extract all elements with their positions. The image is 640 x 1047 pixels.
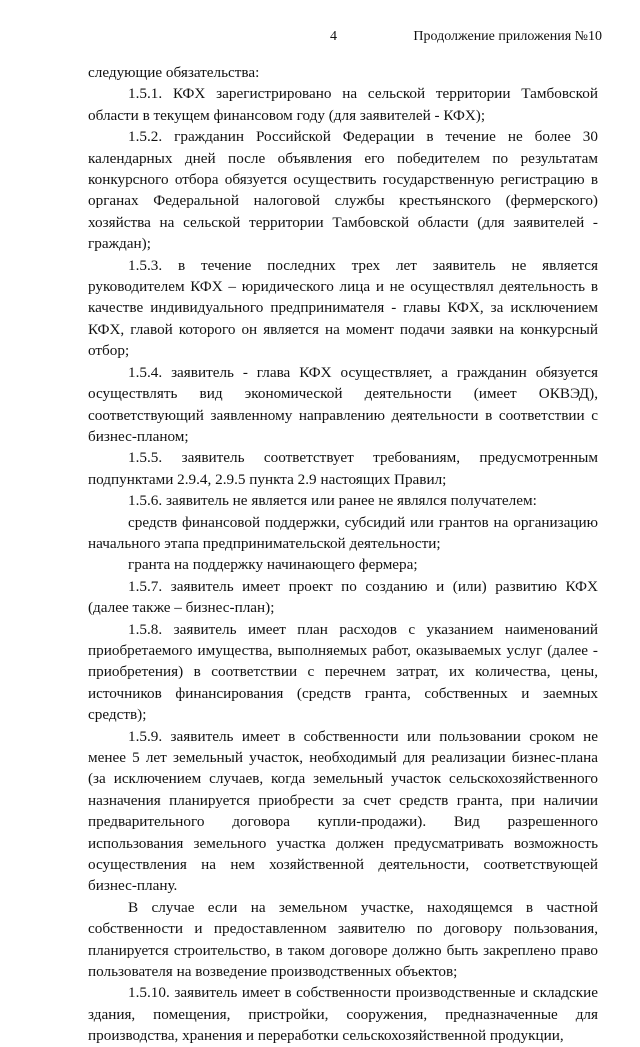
paragraph-farmer-grant: гранта на поддержку начинающего фермера; bbox=[128, 556, 418, 574]
paragraph-1-5-5: 1.5.5. заявитель соответствует требованиям, предусмотренным подпунктами 2.9.4, 2.9.5 пункта 2.9 настоящих Правил; bbox=[88, 449, 598, 488]
page-number: 4 bbox=[330, 29, 337, 44]
paragraph-1-5-3: 1.5.3. в течение последних трех лет заявитель не является руководителем КФХ – юридического лица и не осуществлял деятельность в качестве индивидуального предпринимателя - главы КФХ, за исключением КФХ, главой которого он является на момент подачи заявки на конкурсный отбор; bbox=[88, 256, 598, 360]
paragraph-land-construction: В случае если на земельном участке, находящемся в частной собственности и предоставленном заявителю по договору пользования, планируется строительство, в таком договоре должно быть закреплено право пользователя на возведение производственных объектов; bbox=[88, 898, 598, 981]
appendix-continuation-title: Продолжение приложения №10 bbox=[413, 29, 602, 44]
paragraph-1-5-1: 1.5.1. КФХ зарегистрировано на сельской территории Тамбовской области в текущем финансовом году (для заявителей - КФХ); bbox=[88, 85, 598, 124]
paragraph-1-5-4: 1.5.4. заявитель - глава КФХ осуществляет, а гражданин обязуется осуществлять вид экономической деятельности (имеет ОКВЭД), соответствующий заявленному направлению деятельности в соответствии с бизнес-планом; bbox=[88, 363, 598, 445]
paragraph-financial-support: средств финансовой поддержки, субсидий или грантов на организацию начального этапа предпринимательской деятельности; bbox=[88, 513, 598, 552]
paragraph-obligations-intro: следующие обязательства: bbox=[88, 64, 260, 81]
paragraph-1-5-9: 1.5.9. заявитель имеет в собственности или пользовании сроком не менее 5 лет земельный участок, необходимый для реализации бизнес-плана (за исключением случаев, когда земельный участок сельскохозяйственного назначения планируется приобрести за счет средств гранта, при наличии предварительного договора купли-продажи). Вид разрешенного использования земельного участка должен предусматривать возможность осуществления на нем хозяйственной деятельности, соответствующей бизнес-плану. bbox=[88, 727, 598, 895]
paragraph-1-5-10: 1.5.10. заявитель имеет в собственности производственные и складские здания, помещения, пристройки, сооружения, предназначенные для производства, хранения и переработки сельскохозяйственной продукции, bbox=[88, 984, 598, 1045]
paragraph-1-5-2: 1.5.2. гражданин Российской Федерации в течение не более 30 календарных дней после объявления его победителем по результатам конкурсного отбора обязуется осуществить государственную регистрацию в органах Федеральной налоговой службы крестьянского (фермерского) хозяйства на сельской территории Тамбовской области (для заявителей - граждан); bbox=[88, 128, 598, 253]
document-body bbox=[88, 62, 598, 1047]
paragraph-1-5-6: 1.5.6. заявитель не является или ранее не являлся получателем: bbox=[128, 492, 537, 510]
paragraph-1-5-8: 1.5.8. заявитель имеет план расходов с указанием наименований приобретаемого имущества, выполняемых работ, оказываемых услуг (далее - приобретения) в соответствии с перечнем затрат, их количества, цены, источников финансирования (средств гранта, собственных и заемных средств); bbox=[88, 620, 598, 724]
paragraph-1-5-7: 1.5.7. заявитель имеет проект по созданию и (или) развитию КФХ (далее также – бизнес-план); bbox=[88, 577, 598, 617]
